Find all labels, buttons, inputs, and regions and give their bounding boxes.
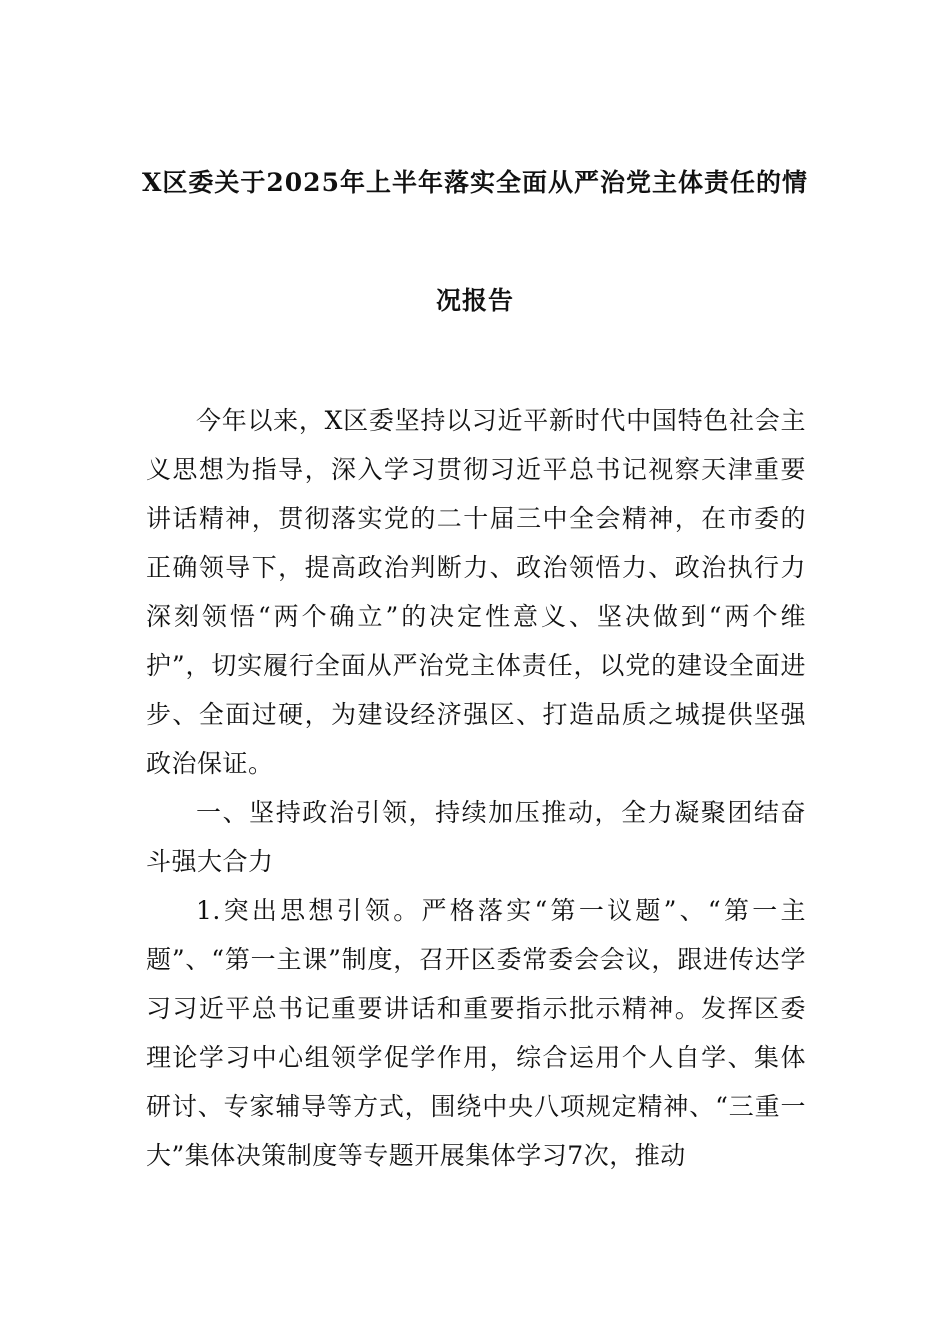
paragraph-item-1: 1.突出思想引领。严格落实“第一议题”、“第一主题”、“第一主课”制度，召开区委常委会会议，跟进传达学习习近平总书记重要讲话和重要指示批示精神。发挥区委理论学习中心组领学促学作用，综合运用个人自学、集体研讨、专家辅导等方式，围绕中央八项规定精神、“三重一大”集体决策制度等专题开展集体学习7次，推动: [146, 896, 806, 1170]
section-heading-1: 一、坚持政治引领，持续加压推动，全力凝聚团结奋斗强大合力: [146, 798, 806, 876]
document-body: [146, 396, 806, 1180]
document-title-line-1: X区委关于2025年上半年落实全面从严治党主体责任的情: [142, 168, 808, 197]
paragraph-intro: 今年以来，X区委坚持以习近平新时代中国特色社会主义思想为指导，深入学习贯彻习近平总书记视察天津重要讲话精神，贯彻落实党的二十届三中全会精神，在市委的正确领导下，提高政治判断力、政治领悟力、政治执行力深刻领悟“两个确立”的决定性意义、坚决做到“两个维护”，切实履行全面从严治党主体责任，以党的建设全面进步、全面过硬，为建设经济强区、打造品质之城提供坚强政治保证。: [146, 406, 806, 778]
document-title-line-2: 况报告: [435, 286, 514, 315]
